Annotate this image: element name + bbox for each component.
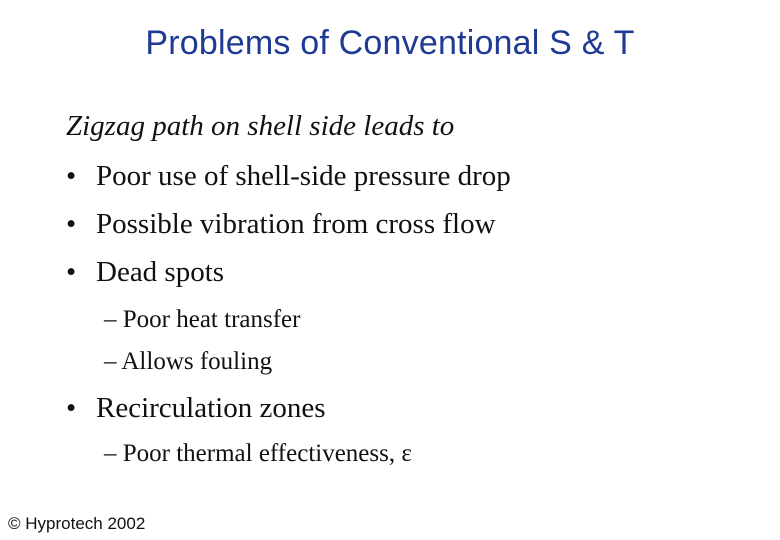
bullet-item (66, 256, 224, 289)
bullet-marker: • (66, 392, 77, 424)
bullet-text: Dead spots (96, 256, 225, 288)
sub-bullet-text: Allows fouling (121, 348, 273, 375)
sub-bullet-item (104, 348, 272, 376)
bullet-marker: • (66, 256, 77, 288)
bullet-item (66, 160, 511, 193)
dash-marker: – (104, 306, 117, 333)
dash-marker: – (104, 440, 117, 467)
intro-text: Zigzag path on shell side leads to (66, 110, 455, 142)
copyright-footer: © Hyprotech 2002 (8, 514, 146, 533)
bullet-item (66, 208, 496, 241)
bullet-item (66, 392, 326, 425)
bullet-text: Poor use of shell-side pressure drop (96, 160, 511, 192)
dash-marker: – (104, 348, 117, 375)
sub-bullet-item (104, 440, 412, 468)
bullet-marker: • (66, 208, 77, 240)
slide-title: Problems of Conventional S & T (145, 24, 635, 62)
bullet-text: Recirculation zones (96, 392, 326, 424)
sub-bullet-text: Poor heat transfer (122, 306, 301, 333)
sub-bullet-item (104, 306, 300, 334)
sub-bullet-text: Poor thermal effectiveness, ε (122, 440, 412, 467)
bullet-marker: • (66, 160, 77, 192)
bullet-text: Possible vibration from cross flow (96, 208, 496, 240)
